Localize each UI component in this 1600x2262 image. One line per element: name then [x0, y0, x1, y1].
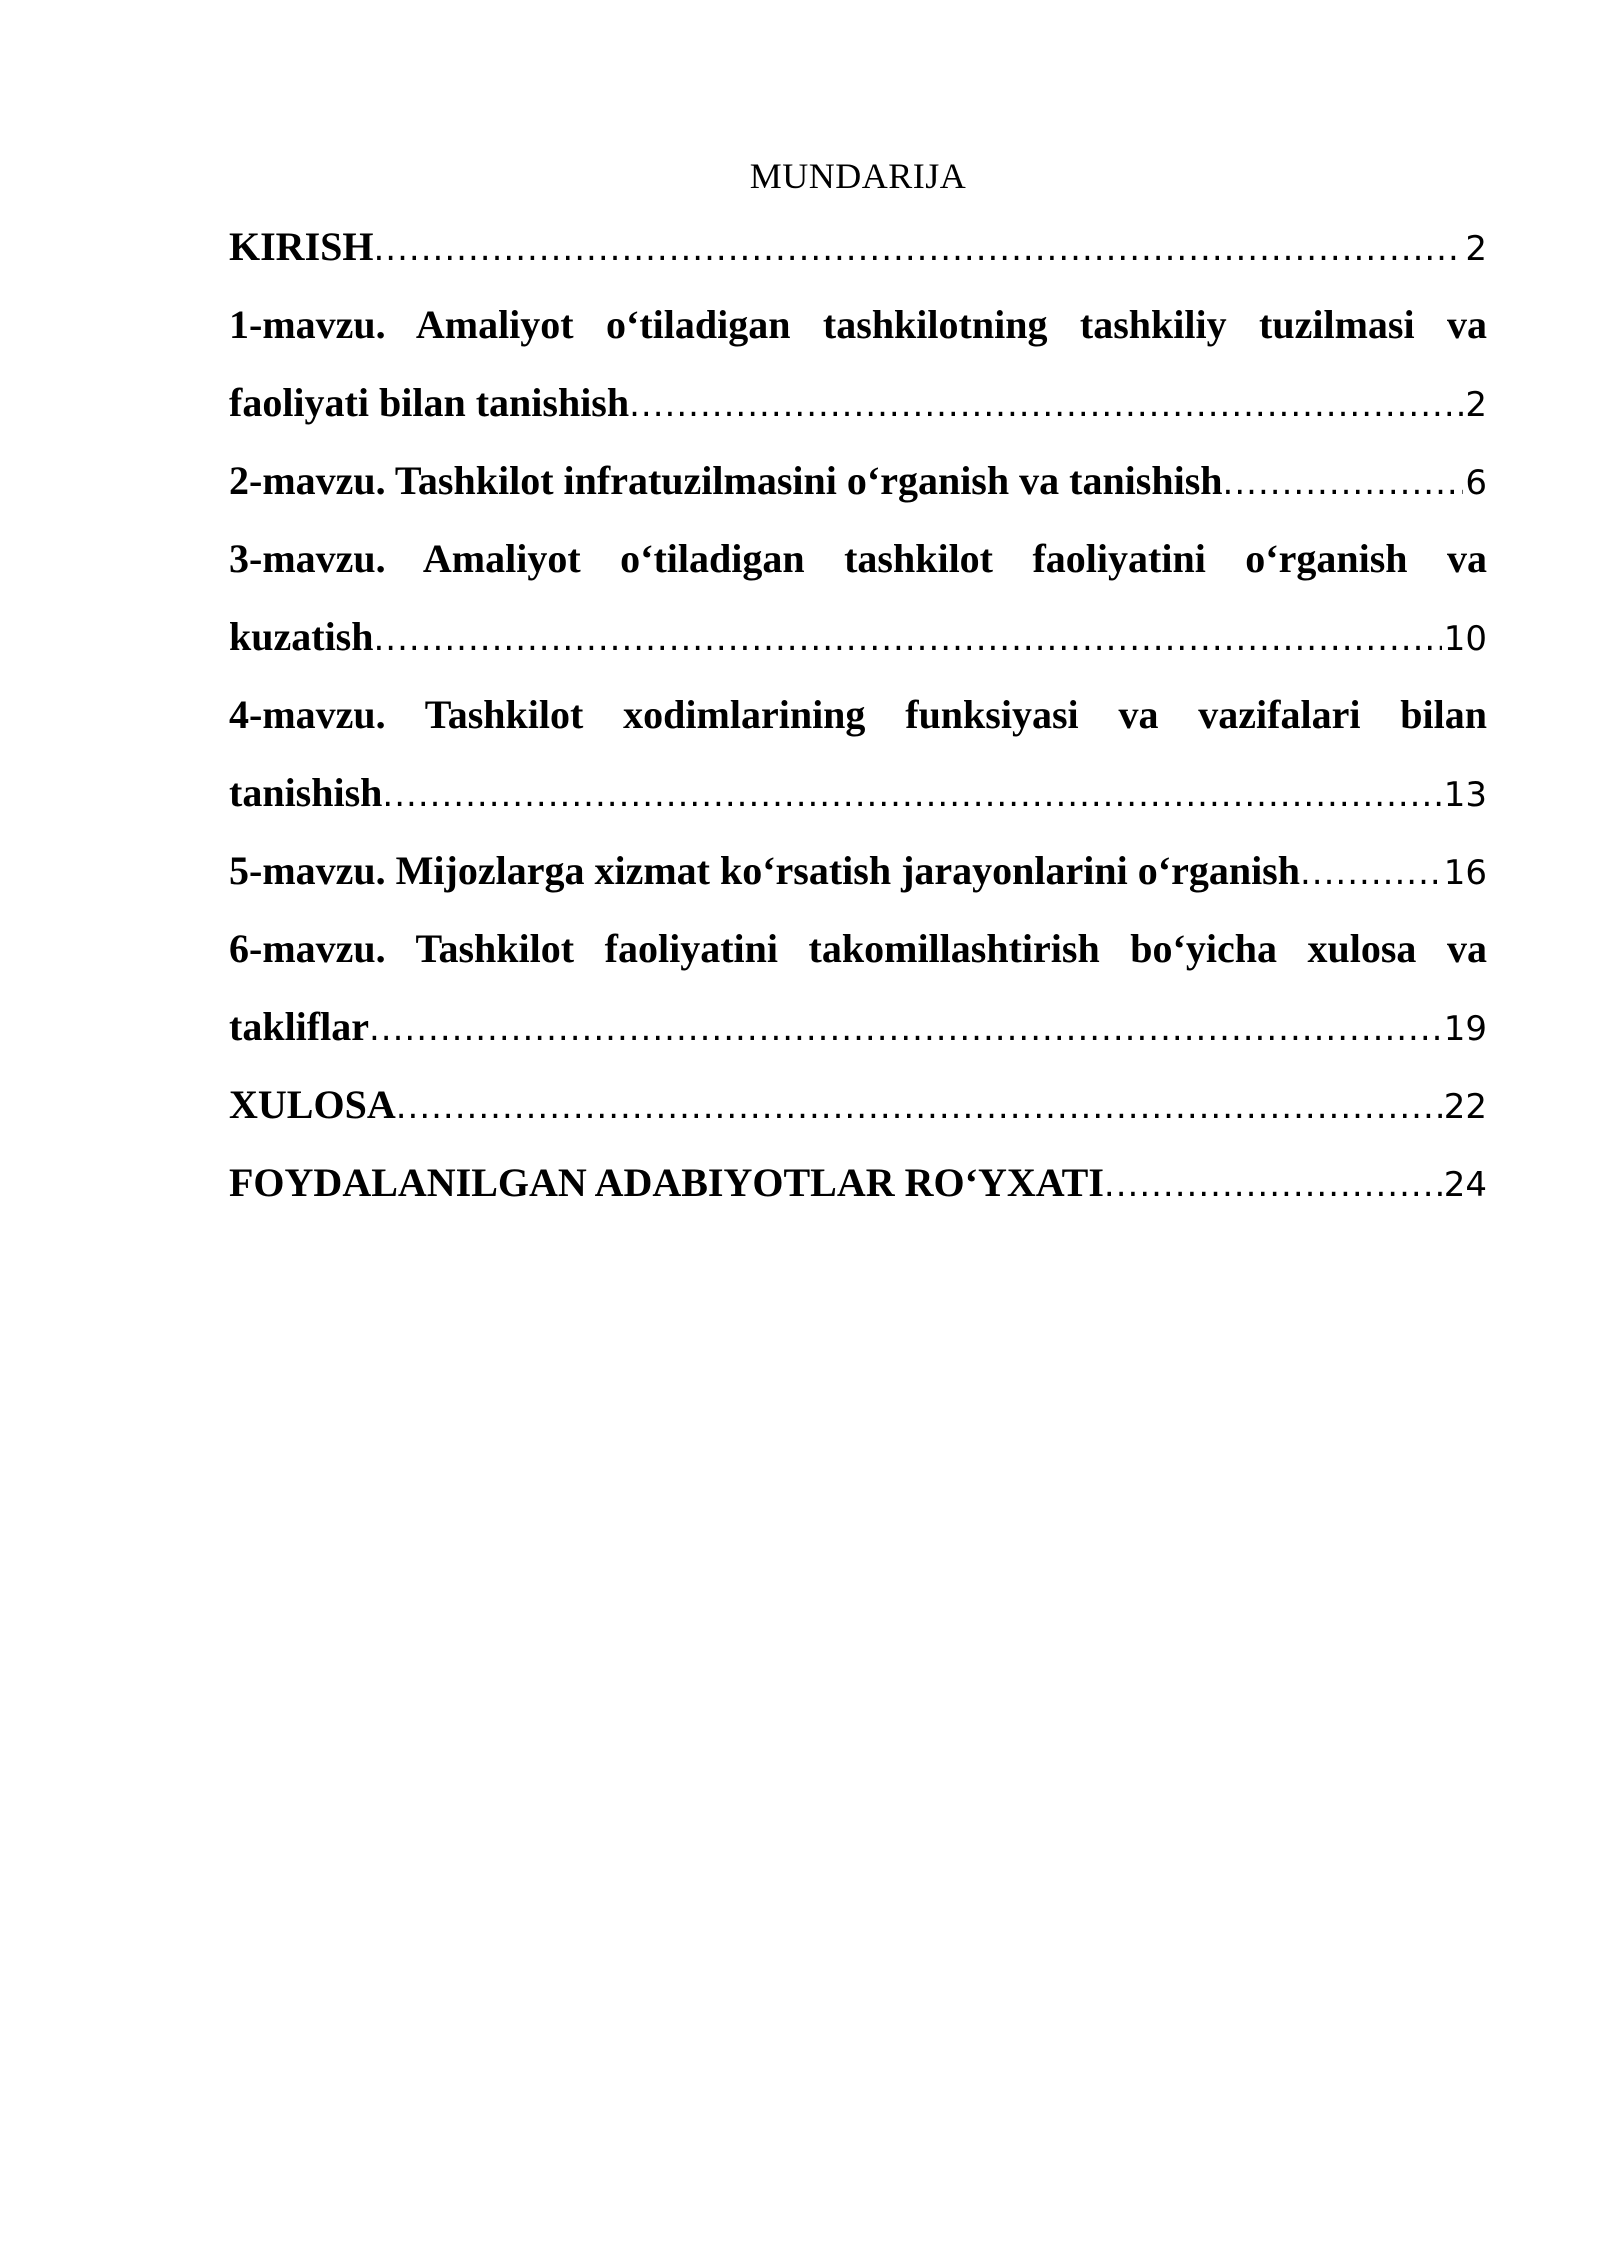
toc-entry-label: takliflar [229, 1004, 369, 1049]
dot-leader [1223, 444, 1464, 520]
toc-entry-label: 4-mavzu. Tashkilot xodimlarining funksiyasi va vazifalari bilan [229, 692, 1487, 737]
dot-leader [629, 366, 1463, 442]
toc-entry-mavzu-4[interactable] [229, 676, 1487, 832]
toc-entry-label: 5-mavzu. Mijozlarga xizmat ko‘rsatish jarayonlarini o‘rganish [229, 848, 1300, 893]
toc-entry-line [229, 442, 1487, 520]
toc-page-number: 2 [1465, 385, 1487, 425]
toc-entry-label: faoliyati bilan tanishish [229, 380, 630, 425]
toc-entry-line [229, 754, 1487, 832]
toc-entry-label: kuzatish [229, 614, 374, 659]
toc-entry-mavzu-2[interactable] [229, 442, 1487, 520]
toc-entry-mavzu-1[interactable] [229, 286, 1487, 442]
dot-leader [382, 756, 1441, 832]
toc-entry-label: KIRISH [229, 224, 374, 269]
dot-leader [1300, 834, 1442, 910]
dot-leader [374, 600, 1442, 676]
toc-title: MUNDARIJA [749, 156, 967, 196]
toc-entry-xulosa[interactable] [229, 1066, 1487, 1144]
toc-entry-line [229, 598, 1487, 676]
toc-page-number: 13 [1443, 775, 1487, 815]
toc-page-number: 16 [1443, 853, 1487, 893]
toc-entry-kirish[interactable] [229, 208, 1487, 286]
toc-entry-label: 1-mavzu. Amaliyot o‘tiladigan tashkilotning tashkiliy tuzilmasi va [229, 302, 1487, 347]
toc-entry-label: XULOSA [229, 1082, 396, 1127]
dot-leader [396, 1068, 1442, 1144]
toc-entry-mavzu-3[interactable] [229, 520, 1487, 676]
toc-entry-adabiyotlar[interactable] [229, 1144, 1487, 1222]
toc-page-number: 19 [1443, 1009, 1487, 1049]
toc-entry-mavzu-6[interactable] [229, 910, 1487, 1066]
dot-leader [369, 990, 1442, 1066]
toc-entry-mavzu-5[interactable] [229, 832, 1487, 910]
table-of-contents [229, 208, 1487, 1222]
toc-page-number: 24 [1443, 1165, 1487, 1205]
toc-page-number: 6 [1465, 463, 1487, 503]
toc-entry-label: 2-mavzu. Tashkilot infratuzilmasini o‘rganish va tanishish [229, 458, 1223, 503]
dot-leader [374, 210, 1464, 286]
dot-leader [1104, 1146, 1442, 1222]
toc-entry-line [229, 988, 1487, 1066]
toc-page-number: 2 [1465, 229, 1487, 269]
toc-page-number: 22 [1443, 1087, 1487, 1127]
toc-entry-line [229, 364, 1487, 442]
toc-page-number: 10 [1443, 619, 1487, 659]
toc-entry-line [229, 832, 1487, 910]
toc-entry-line [229, 1144, 1487, 1222]
toc-entry-label: FOYDALANILGAN ADABIYOTLAR RO‘YXATI [229, 1160, 1104, 1205]
toc-entry-line [229, 208, 1487, 286]
toc-entry-label: 6-mavzu. Tashkilot faoliyatini takomillashtirish bo‘yicha xulosa va [229, 926, 1487, 971]
toc-entry-label: tanishish [229, 770, 383, 815]
toc-entry-label: 3-mavzu. Amaliyot o‘tiladigan tashkilot faoliyatini o‘rganish va [229, 536, 1487, 581]
toc-entry-line [229, 1066, 1487, 1144]
